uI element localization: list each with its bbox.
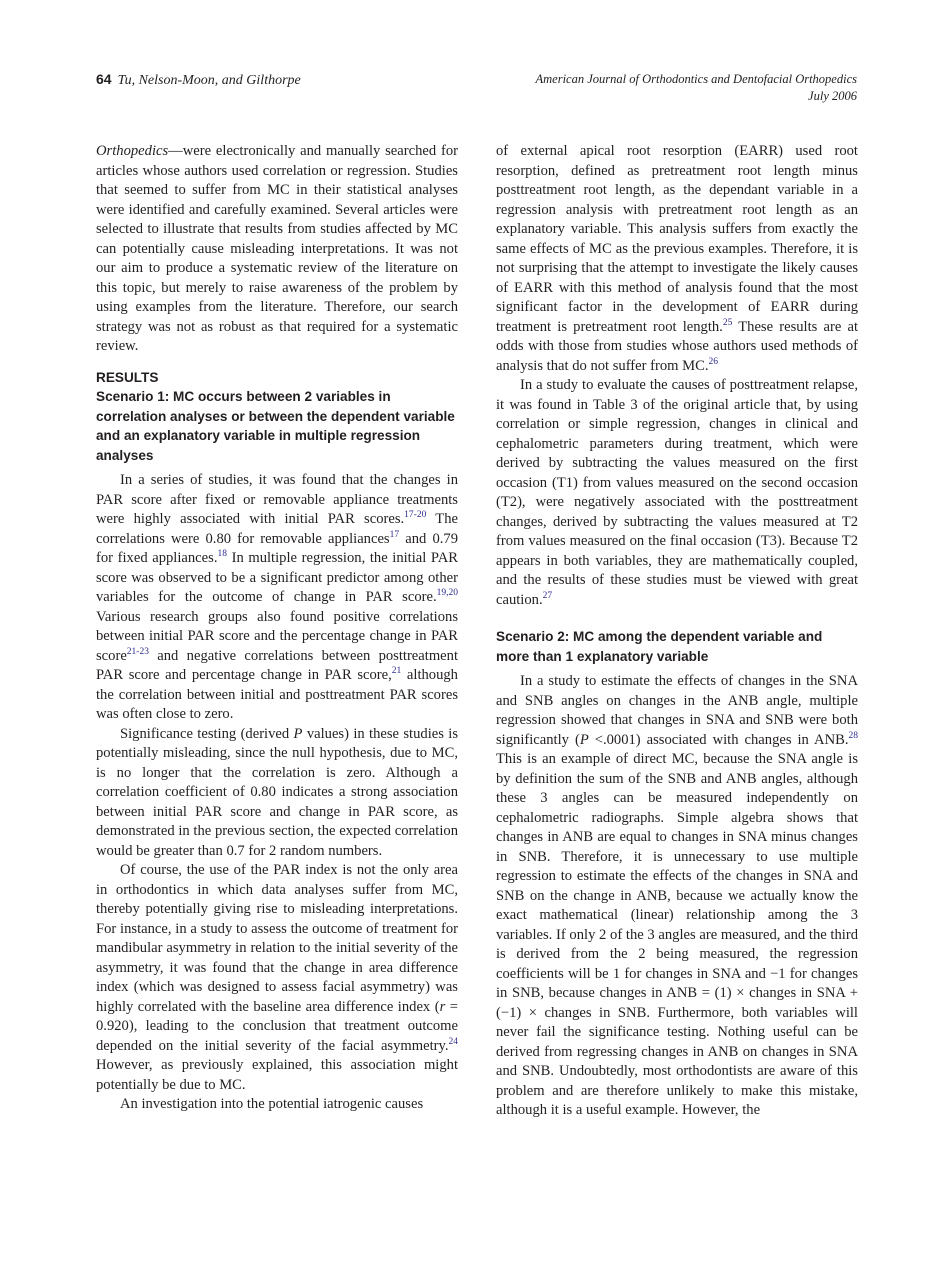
paragraph-text: <.0001) associated with changes in ANB. [588, 731, 849, 748]
paragraph-text: The correlations were 0.80 for removable appliances [96, 511, 458, 547]
paragraph [496, 376, 858, 610]
paragraph-text: of external apical root resorption (EARR) used root resorption, defined as pretreatment root length minus posttreatment root length, as the dependant variable in a regression analysis with pretreatment root length as an explanatory variable. This analysis suffers from exactly the same effects of MC as the previous examples. Therefore, it is not surprising that the attempt to investigate the likely causes of EARR with this method of analysis found that the most significant factor in the development of EARR during treatment is pretreatment root length. [496, 143, 858, 335]
running-authors: Tu, Nelson-Moon, and Gilthorpe [117, 73, 301, 88]
paragraph [496, 672, 858, 1121]
right-column [496, 142, 858, 1121]
issue-date: July 2006 [808, 89, 857, 103]
italic-text: P [293, 725, 303, 742]
paragraph [96, 725, 458, 862]
reference-link[interactable]: 25 [722, 317, 733, 328]
paragraph [96, 471, 458, 725]
paragraph-text: Various research groups also found positive correlations between initial PAR score and the percentage change in PAR score [96, 608, 458, 664]
left-column [96, 142, 458, 1115]
paragraph-text: These results are at odds with those from studies whose authors used methods of analysis that do not suffer from MC. [496, 318, 858, 374]
subsection-heading-scenario-1: Scenario 1: MC occurs between 2 variables in correlation analyses or between the dependent variable and an explanatory variable in multiple regression analyses [96, 389, 455, 463]
paragraph-text: and negative correlations between posttreatment PAR score and percentage change in PAR score, [96, 647, 458, 683]
reference-link[interactable]: 27 [542, 590, 553, 601]
paragraph-text: However, as previously explained, this association might potentially be due to MC. [96, 1057, 458, 1093]
reference-link[interactable]: 18 [217, 549, 227, 559]
reference-link[interactable]: 17 [389, 529, 400, 540]
paragraph [96, 861, 458, 1095]
running-header-right [536, 71, 858, 105]
paragraph-text: This is an example of direct MC, because the SNA angle is by definition the sum of the SNB and ANB angles, although these 3 angles can be measured independently on cephalometric radiographs. Simple algebra shows that changes in ANB are equal to changes in SNA minus changes in SNB. Therefore, it is unnecessary to use multiple regression to estimate the effects of the changes in SNA and SNB on the change in ANB, because we actually know the exact mathematical (linear) relationship among the 3 variables. If only 2 of the 3 angles are measured, and the third is derived from the 2 being measured, the regression coefficients will be 1 for changes in SNA and −1 for changes in SNB, because changes in ANB = (1) × changes in SNA + (−1) × changes in SNB. Furthermore, both variables will never fail the significance testing. Nothing useful can be derived from regressing changes in ANB on changes in SNA and SNB. Undoubtedly, most orthodontists are aware of this problem and are therefore unlikely to make this mistake, although it is a useful example. However, the [496, 751, 858, 1118]
subsection-heading-scenario-2: Scenario 2: MC among the dependent variable and more than 1 explanatory variable [496, 629, 823, 664]
paragraph-text: = 0.920), leading to the conclusion that treatment outcome depended on the initial severity of the facial asymmetry. [96, 998, 458, 1054]
reference-link[interactable]: 28 [848, 730, 858, 741]
paragraph-text: In a study to evaluate the causes of posttreatment relapse, it was found in Table 3 of the original article that, by using correlation or simple regression, changes in clinical and cephalometric parameters during treatment, which were derived by subtracting the values measured on the first occasion (T1) from values measured on the second occasion (T2), were negatively associated with the posttreatment changes, derived by subtracting the values measured at T2 from values measured on the final occasion (T3). Because T2 appears in both variables, they are mathematically coupled, and the results of these studies must be viewed with great caution. [496, 377, 858, 608]
reference-link[interactable]: 17-20 [404, 510, 427, 520]
paragraph [96, 142, 458, 357]
paragraph-text: although the correlation between initial and posttreatment PAR scores was often close to zero. [96, 667, 458, 722]
reference-link[interactable]: 26 [708, 356, 719, 367]
section-heading-results: RESULTS [96, 369, 159, 385]
reference-link[interactable]: 24 [448, 1036, 458, 1047]
paragraph-text: and 0.79 for fixed appliances. [96, 530, 458, 566]
paragraph [496, 142, 858, 376]
journal-title: American Journal of Orthodontics and Dentofacial Orthopedics [535, 72, 857, 86]
reference-link[interactable]: 21 [391, 666, 402, 676]
page-number: 64 [96, 71, 112, 87]
paragraph-text: In a series of studies, it was found that the changes in PAR score after fixed or removable appliance treatments were highly associated with initial PAR scores. [96, 472, 458, 527]
paragraph-text: In multiple regression, the initial PAR score was observed to be a significant predictor among other variables for the outcome of change in PAR score. [96, 550, 458, 605]
paragraph: An investigation into the potential iatrogenic causes [120, 1096, 424, 1112]
paragraph-text: Of course, the use of the PAR index is not the only area in orthodontics in which data analyses suffer from MC, thereby potentially giving rise to misleading interpretations. For instance, in a study to assess the outcome of treatment for mandibular asymmetry in relation to the initial severity of the asymmetry, it was found that the change in area difference index (which was designed to assess facial asymmetry) was highly correlated with the baseline area difference index ( [96, 862, 458, 1015]
paragraph-text: Significance testing (derived [120, 725, 294, 742]
italic-text: P [579, 731, 589, 748]
italic-text: r [439, 998, 446, 1015]
italic-text: Orthopedics [96, 143, 169, 159]
paragraph-text: values) in these studies is potentially misleading, since the null hypothesis, due to MC, is no longer that the correlation is zero. Although a correlation coefficient of 0.80 indicates a strong association between initial PAR score and change in PAR score, as demonstrated in the previous section, the expected correlation would be greater than 0.7 for 2 random numbers. [96, 725, 458, 859]
reference-link[interactable]: 21-23 [126, 646, 149, 657]
paragraph-text: —were electronically and manually searched for articles whose authors used correlation or regression. Studies that seemed to suffer from MC in their statistical analyses were identified and carefully examined. Several articles were selected to illustrate that results from studies affected by MC can potentially cause misleading interpretations. It was not our aim to produce a systematic review of the literature on this topic, but merely to raise awareness of the problem by using examples from the literature. Therefore, our search strategy was not as robust as that required for a systematic review. [96, 143, 458, 354]
running-header-left [96, 71, 301, 89]
paragraph-text: In a study to estimate the effects of changes in the SNA and SNB angles on changes in the ANB angle, multiple regression showed that changes in SNA and SNB were both significantly ( [496, 673, 858, 748]
reference-link[interactable]: 19,20 [436, 588, 458, 598]
